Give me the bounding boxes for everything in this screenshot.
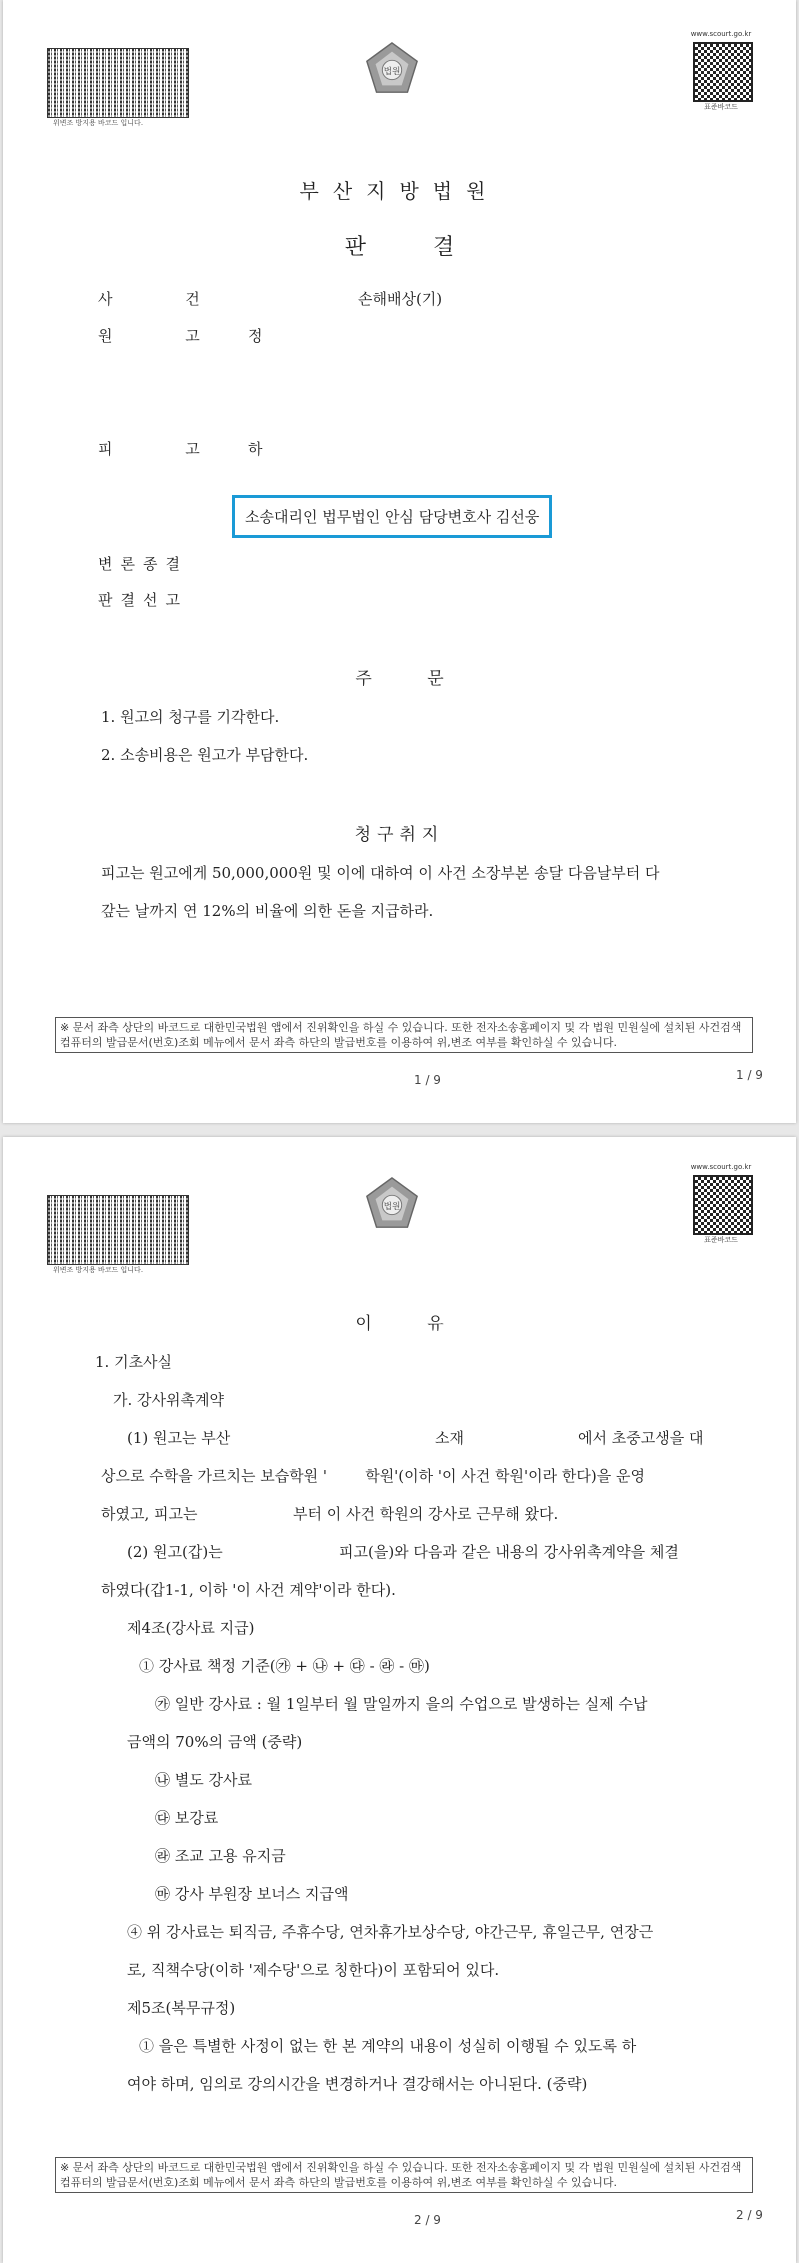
article-4-item-c: ㉰ 보강료: [155, 1809, 219, 1827]
qr-caption: 표준바코드: [704, 1236, 738, 1244]
para-2: 상으로 수학을 가르치는 보습학원 ' 학원'(이하 '이 사건 학원'이라 한다)을 운영: [101, 1467, 645, 1485]
emblem-text: 법원: [383, 1201, 401, 1212]
qr-code: [693, 42, 753, 102]
verification-notice: ※ 문서 좌측 상단의 바코드로 대한민국법원 앱에서 진위확인을 하실 수 있습니다. 또한 전자소송홈페이지 및 각 법원 민원실에 설치된 사건검색 컴퓨터의 발급문서(번호)조회 메뉴에서 문서 좌측 하단의 발급번호를 이용하여 위,변조 여부를 확인하실 수 있습니다.: [55, 2157, 753, 2193]
qr-caption: 표준바코드: [704, 103, 738, 111]
article-4-item-1: ① 강사료 책정 기준(㉮ + ㉯ + ㉰ - ㉱ - ㉲): [139, 1657, 430, 1675]
qr-code: [693, 1175, 753, 1235]
page-number: 1 / 9: [414, 1073, 441, 1087]
field-label-sentence: 판결선고: [98, 591, 188, 609]
document-page-2: [3, 1137, 796, 2263]
order-item-2: 2. 소송비용은 원고가 부담한다.: [101, 746, 309, 764]
barcode-caption: 위변조 방지용 바코드 입니다.: [53, 119, 144, 127]
article-5-title: 제5조(복무규정): [127, 1999, 236, 2017]
page-number-right: 1 / 9: [736, 1068, 763, 1082]
page-number-right: 2 / 9: [736, 2208, 763, 2222]
section-basic-facts: 1. 기초사실: [95, 1353, 173, 1371]
article-5-item-1-cont: 여야 하며, 임의로 강의시간을 변경하거나 결강해서는 아니된다. (중략): [127, 2075, 588, 2093]
para-1a: (1) 원고는 부산: [127, 1429, 231, 1447]
order-item-1: 1. 원고의 청구를 기각한다.: [101, 708, 280, 726]
field-value-plaintiff: 정: [248, 327, 263, 345]
subsection-contract: 가. 강사위촉계약: [113, 1391, 224, 1409]
article-4-item-a-cont: 금액의 70%의 금액 (중략): [127, 1733, 303, 1751]
highlighted-counsel: 소송대리인 법무법인 안심 담당변호사 김선웅: [232, 495, 552, 538]
claim-line-1: 피고는 원고에게 50,000,000원 및 이에 대하여 이 사건 소장부본 송달 다음날부터 다: [101, 864, 660, 882]
field-label-defendant: 피 고: [98, 440, 234, 458]
verification-notice: ※ 문서 좌측 상단의 바코드로 대한민국법원 앱에서 진위확인을 하실 수 있습니다. 또한 전자소송홈페이지 및 각 법원 민원실에 설치된 사건검색 컴퓨터의 발급문서(번호)조회 메뉴에서 문서 좌측 하단의 발급번호를 이용하여 위,변조 여부를 확인하실 수 있습니다.: [55, 1017, 753, 1053]
barcode-caption: 위변조 방지용 바코드 입니다.: [53, 1266, 144, 1274]
court-emblem-icon: [363, 1175, 421, 1233]
court-name: 부산지방법원: [299, 179, 500, 203]
verification-barcode: [47, 1195, 189, 1265]
para-3a: 하였고, 피고는: [101, 1505, 198, 1523]
claim-title: 청구취지: [354, 825, 445, 845]
court-emblem-icon: [363, 40, 421, 98]
para-4a: (2) 원고(갑)는: [127, 1543, 223, 1561]
field-value-case: 손해배상(기): [358, 290, 443, 308]
para-1b: 소재: [435, 1429, 464, 1447]
field-label-closing: 변론종결: [98, 555, 188, 573]
qr-url: www.scourt.go.kr: [690, 30, 752, 38]
claim-line-2: 갚는 날까지 연 12%의 비율에 의한 돈을 지급하라.: [101, 902, 434, 920]
article-4-item-e: ㉲ 강사 부원장 보너스 지급액: [155, 1885, 349, 1903]
field-label-plaintiff: 원 고: [98, 327, 234, 345]
article-5-item-1: ① 을은 특별한 사정이 없는 한 본 계약의 내용이 성실히 이행될 수 있도록 하: [139, 2037, 637, 2055]
qr-url: www.scourt.go.kr: [690, 1163, 752, 1171]
page-number: 2 / 9: [414, 2213, 441, 2227]
verification-barcode: [47, 48, 189, 118]
article-4-item-a: ㉮ 일반 강사료 : 월 1일부터 월 말일까지 을의 수업으로 발생하는 실제 수납: [155, 1695, 648, 1713]
article-4-title: 제4조(강사료 지급): [127, 1619, 255, 1637]
para-3b: 부터 이 사건 학원의 강사로 근무해 왔다.: [293, 1505, 559, 1523]
article-4-item-4: ④ 위 강사료는 퇴직금, 주휴수당, 연차휴가보상수당, 야간근무, 휴일근무, 연장근: [127, 1923, 654, 1941]
order-title: 주 문: [355, 669, 444, 689]
emblem-text: 법원: [383, 66, 401, 77]
article-4-item-d: ㉱ 조교 고용 유지금: [155, 1847, 286, 1865]
field-label-case: 사 건: [98, 290, 234, 308]
document-title: 판 결: [344, 235, 455, 260]
article-4-item-b: ㉯ 별도 강사료: [155, 1771, 252, 1789]
article-4-item-4-cont: 로, 직책수당(이하 '제수당'으로 칭한다)이 포함되어 있다.: [127, 1961, 500, 1979]
field-value-defendant: 하: [248, 440, 263, 458]
para-1c: 에서 초중고생을 대: [578, 1429, 704, 1447]
para-4b: 피고(을)와 다음과 같은 내용의 강사위촉계약을 체결: [339, 1543, 679, 1561]
document-page-1: [3, 0, 796, 1123]
para-5: 하였다(갑1-1, 이하 '이 사건 계약'이라 한다).: [101, 1581, 396, 1599]
reason-title: 이 유: [355, 1314, 444, 1334]
